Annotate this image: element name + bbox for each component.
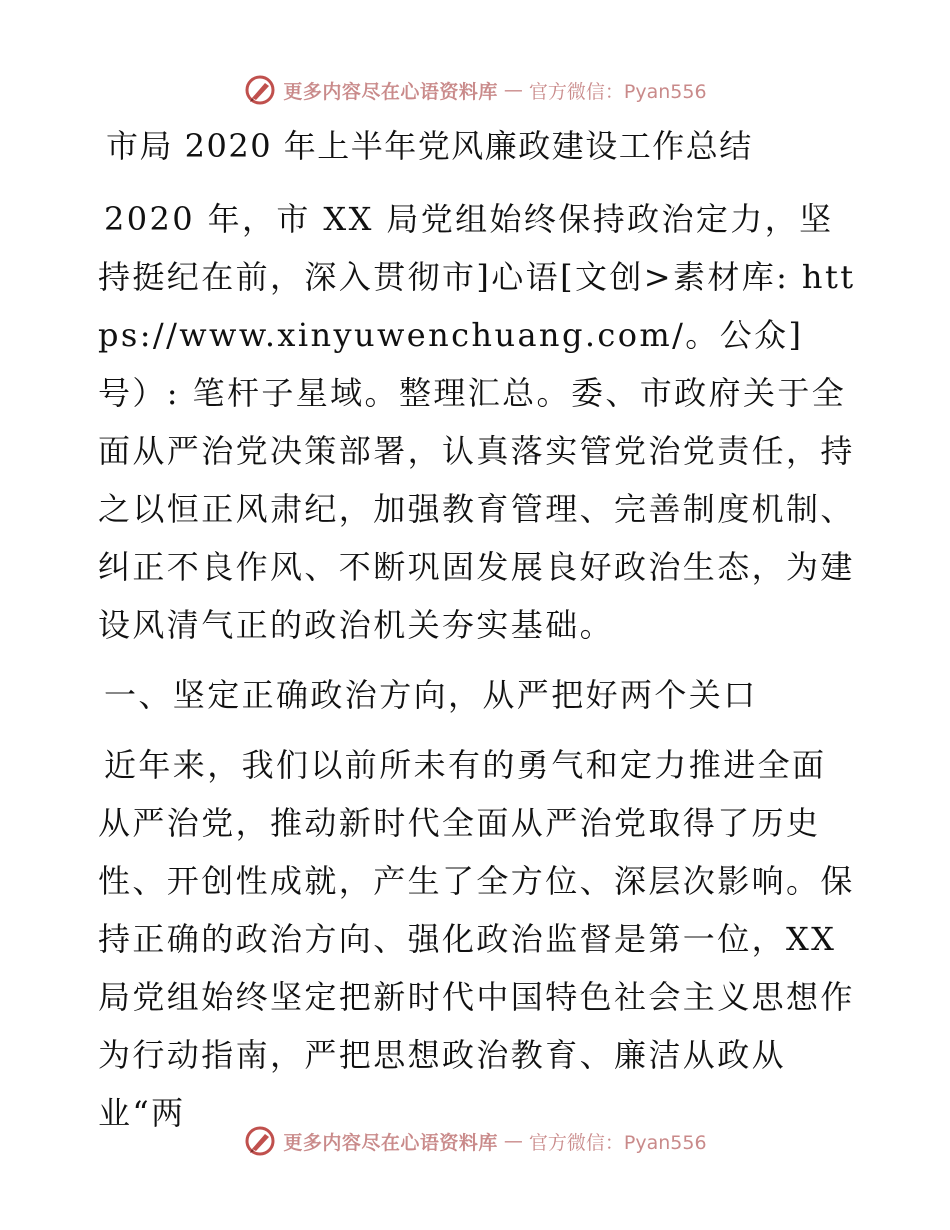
intro-paragraph: 2020 年，市 XX 局党组始终保持政治定力，坚持挺纪在前，深入贯彻市]心语[文创>素材库: https://www.xinyuwenchuang.com/。公众]号）: 笔杆子星域。整理汇总。委、市政府关于全面从严治党决策部署，认真落实管党治党责任，持之以恒正风肃纪，加强教育管理、完善制度机制、纠正不良作风、不断巩固发展良好政治生态，为建设风清气正的政治机关夯实基础。 (98, 200, 856, 644)
document-body (98, 120, 858, 1142)
banner-slogan: 更多内容尽在心语资料库 (283, 80, 498, 103)
banner-dash: — (503, 79, 523, 101)
pen-logo-icon (243, 73, 277, 107)
footer-watermark-banner (0, 1121, 950, 1161)
section-1-heading: 一、坚定正确政治方向，从严把好两个关口 (104, 676, 758, 714)
banner-slogan: 更多内容尽在心语资料库 (283, 1131, 498, 1154)
banner-dash: — (503, 1130, 523, 1152)
banner-contact: 官方微信：Pyan556 (528, 1131, 707, 1154)
section-1-paragraph: 近年来，我们以前所未有的勇气和定力推进全面从严治党，推动新时代全面从严治党取得了历史性、开创性成就，产生了全方位、深层次影响。保持正确的政治方向、强化政治监督是第一位，XX 局党组始终坚定把新时代中国特色社会主义思想作为行动指南，严把思想政治教育、廉洁从政从业“两 (98, 746, 855, 1132)
banner-contact: 官方微信：Pyan556 (528, 80, 707, 103)
pen-logo-icon (243, 1124, 277, 1158)
document-title: 市局 2020 年上半年党风廉政建设工作总结 (106, 127, 753, 165)
header-watermark-banner (0, 70, 950, 110)
